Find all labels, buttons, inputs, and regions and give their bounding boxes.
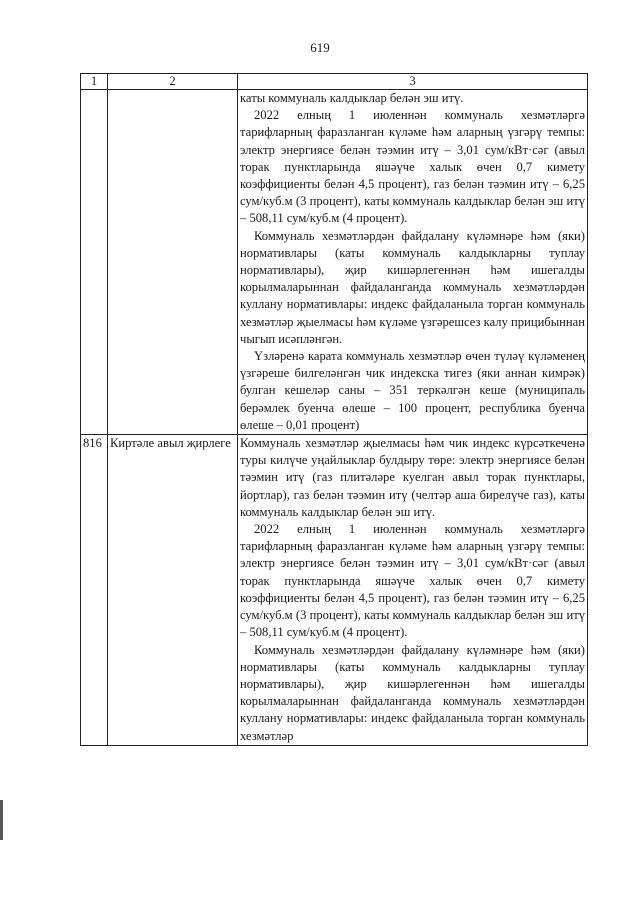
row-description-cell <box>238 90 588 435</box>
paragraph: Үзләренә карата коммуналь хезмәтләр өчен түләү күләменең үзгәреше билгеләнгән чик индекска тигез (яки аннан кимрәк) булган кешеләр саны – 351 теркәлгән кеше (муниципаль берәмлек буенча өлеше – 100 процент, республика буенча өлеше – 0,01 процент) <box>240 349 585 432</box>
row-name-cell <box>108 90 238 435</box>
row-number-cell <box>81 90 108 435</box>
table-header-row <box>81 74 588 90</box>
column-header-number: 1 <box>81 74 108 90</box>
table-row <box>81 90 588 435</box>
row-name-cell <box>108 435 238 746</box>
column-header-name: 2 <box>108 74 238 90</box>
column-header-description: 3 <box>238 74 588 90</box>
paragraph: Коммуналь хезмәтләрдән файдалану күләмнәре һәм (яки) нормативлары (каты коммуналь калдыкларны туплау нормативлары), җир кишәрлегеннән һәм ишегалды корылмаларыннан файдаланганда коммуналь хезмәтләрдән куллану нормативлары: индекс файдаланыла торган коммуналь хезмәтләр <box>240 642 585 743</box>
row-description-cell <box>238 435 588 746</box>
page-number: 619 <box>310 40 330 55</box>
settlement-name: Киртәле авыл җирлеге <box>110 436 231 451</box>
paragraph: каты коммуналь калдыклар белән эш итү. <box>240 91 464 105</box>
paragraph: 2022 елның 1 июленнән коммуналь хезмәтләргә тарифларның фаразланган күләме һәм аларның үзгәрү темпы: электр энергиясе белән тәэмин итү – 3,01 сум/кВт·сәг (авыл торак пунктларында яшәүче халык өчен 0,7 кимету коэффициенты белән 4,5 процент), газ белән тәэмин итү – 6,25 сум/куб.м (3 процент), каты коммуналь калдыклар белән эш итү – 508,11 сум/куб.м (4 процент). <box>240 108 585 226</box>
data-table <box>80 73 588 746</box>
paragraph: Коммуналь хезмәтләрдән файдалану күләмнәре һәм (яки) нормативлары (каты коммуналь калдыкларны туплау нормативлары), җир кишәрлегеннән һәм ишегалды корылмаларыннан файдаланганда коммуналь хезмәтләрдән куллану нормативлары: индекс файдаланыла торган коммуналь хезмәтләр җыелмасы һәм күләме үзгәрешсез калу прицибыннан чыгып исәпләнгән. <box>240 228 585 346</box>
table-row <box>81 435 588 746</box>
paragraph: Коммуналь хезмәтләр җыелмасы һәм чик индекс күрсәткеченә туры килүче уңайлыклар булдыру төре: электр энергиясе белән тәэмин итү (газ плитәләре куелган авыл торак пунктлары, йортлар), газ белән тәэмин итү (челтәр аша бирелүче газ), каты коммуналь калдыклар белән эш итү. <box>240 436 585 519</box>
scan-edge-mark <box>0 800 3 840</box>
row-number-cell: 816 <box>81 435 108 746</box>
paragraph: 2022 елның 1 июленнән коммуналь хезмәтләргә тарифларның фаразланган күләме һәм аларның үзгәрү темпы: электр энергиясе белән тәэмин итү – 3,01 сум/кВт·сәг (авыл торак пунктларында яшәүче халык өчен 0,7 кимету коэффициенты белән 4,5 процент), газ белән тәэмин итү – 6,25 сум/куб.м (3 процент), каты коммуналь калдыклар белән эш итү – 508,11 сум/куб.м (4 процент). <box>240 522 585 640</box>
